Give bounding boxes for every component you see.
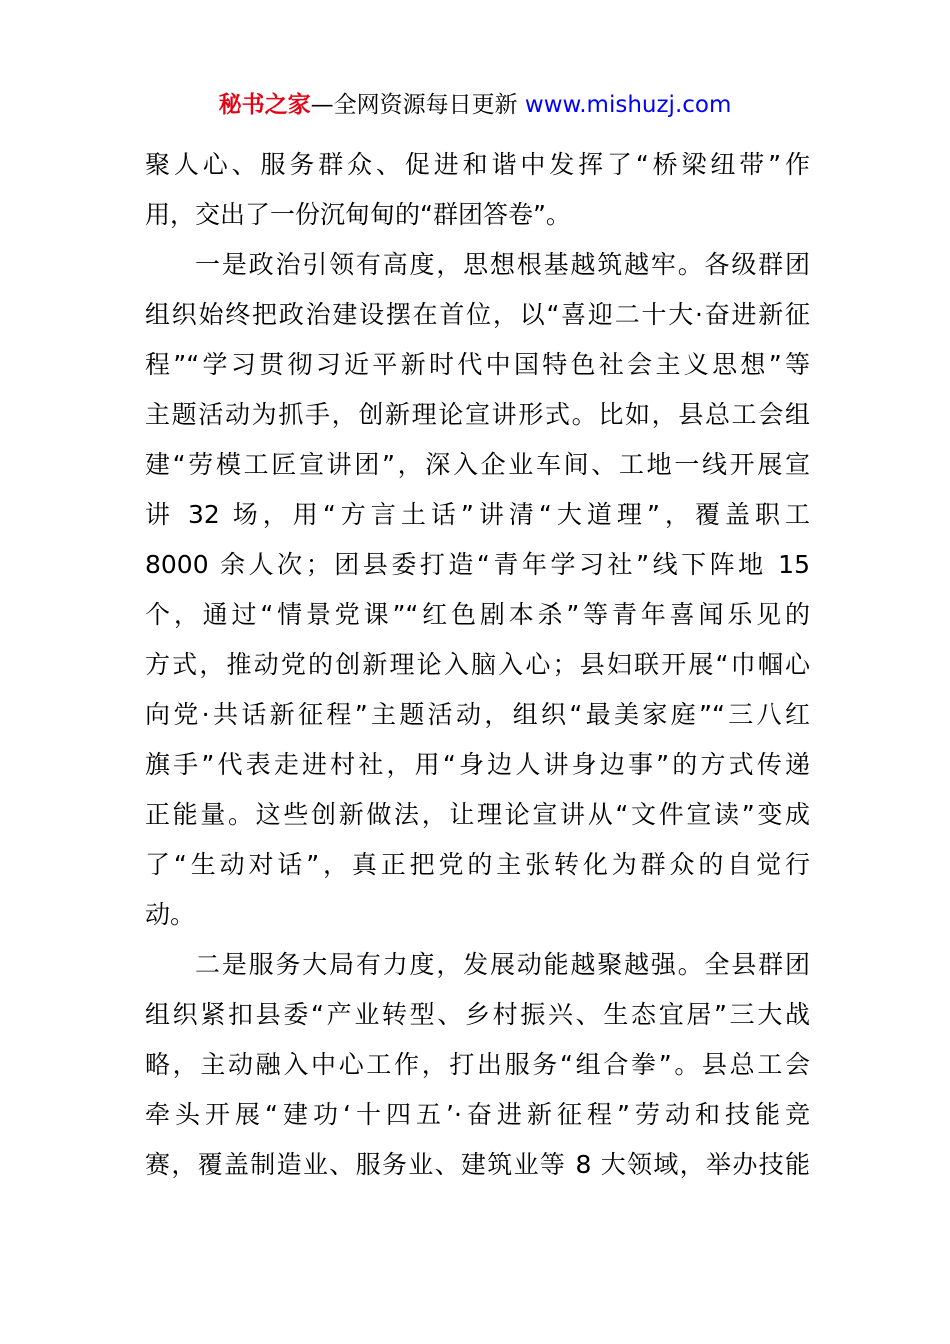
text-line: 了“生动对话”，真正把党的主张转化为群众的自觉行 bbox=[145, 850, 810, 879]
text-line: 聚人心、服务群众、促进和谐中发挥了“桥梁纽带”作 bbox=[145, 150, 810, 179]
text-line: 旗手”代表走进村社，用“身边人讲身边事”的方式传递 bbox=[145, 750, 810, 779]
text-line: 主题活动为抓手，创新理论宣讲形式。比如，县总工会组 bbox=[145, 400, 810, 429]
text-line: 赛，覆盖制造业、服务业、建筑业等 8 大领域，举办技能 bbox=[145, 1150, 810, 1179]
site-header bbox=[0, 88, 950, 122]
text-line: 动。 bbox=[145, 900, 196, 929]
paragraph-3 bbox=[145, 940, 810, 1190]
header-tagline: —全网资源每日更新 bbox=[310, 92, 525, 118]
text-line: 8000 余人次；团县委打造“青年学习社”线下阵地 15 bbox=[145, 550, 810, 579]
site-url-link[interactable]: www.mishuzj.com bbox=[524, 92, 732, 118]
text-line: 一是政治引领有高度，思想根基越筑越牢。各级群团 bbox=[195, 250, 810, 279]
text-line: 二是服务大局有力度，发展动能越聚越强。全县群团 bbox=[195, 950, 810, 979]
document-body bbox=[145, 140, 810, 1190]
text-line: 程”“学习贯彻习近平新时代中国特色社会主义思想”等 bbox=[145, 350, 810, 379]
text-line: 略，主动融入中心工作，打出服务“组合拳”。县总工会 bbox=[145, 1050, 810, 1079]
text-line: 组织紧扣县委“产业转型、乡村振兴、生态宜居”三大战 bbox=[145, 1000, 810, 1029]
text-line: 用，交出了一份沉甸甸的“群团答卷”。 bbox=[145, 200, 571, 229]
text-line: 向党·共话新征程”主题活动，组织“最美家庭”“三八红 bbox=[145, 700, 810, 729]
paragraph-1 bbox=[145, 140, 810, 240]
text-line: 组织始终把政治建设摆在首位，以“喜迎二十大·奋进新征 bbox=[145, 300, 810, 329]
text-line: 讲 32 场，用“方言土话”讲清“大道理”，覆盖职工 bbox=[145, 500, 810, 529]
text-line: 方式，推动党的创新理论入脑入心；县妇联开展“巾帼心 bbox=[145, 650, 810, 679]
brand-name: 秘书之家 bbox=[218, 92, 311, 118]
text-line: 个，通过“情景党课”“红色剧本杀”等青年喜闻乐见的 bbox=[145, 600, 810, 629]
text-line: 建“劳模工匠宣讲团”，深入企业车间、工地一线开展宣 bbox=[145, 450, 810, 479]
text-line: 正能量。这些创新做法，让理论宣讲从“文件宣读”变成 bbox=[145, 800, 810, 829]
paragraph-2 bbox=[145, 240, 810, 940]
text-line: 牵头开展“建功‘十四五’·奋进新征程”劳动和技能竞 bbox=[145, 1100, 810, 1129]
